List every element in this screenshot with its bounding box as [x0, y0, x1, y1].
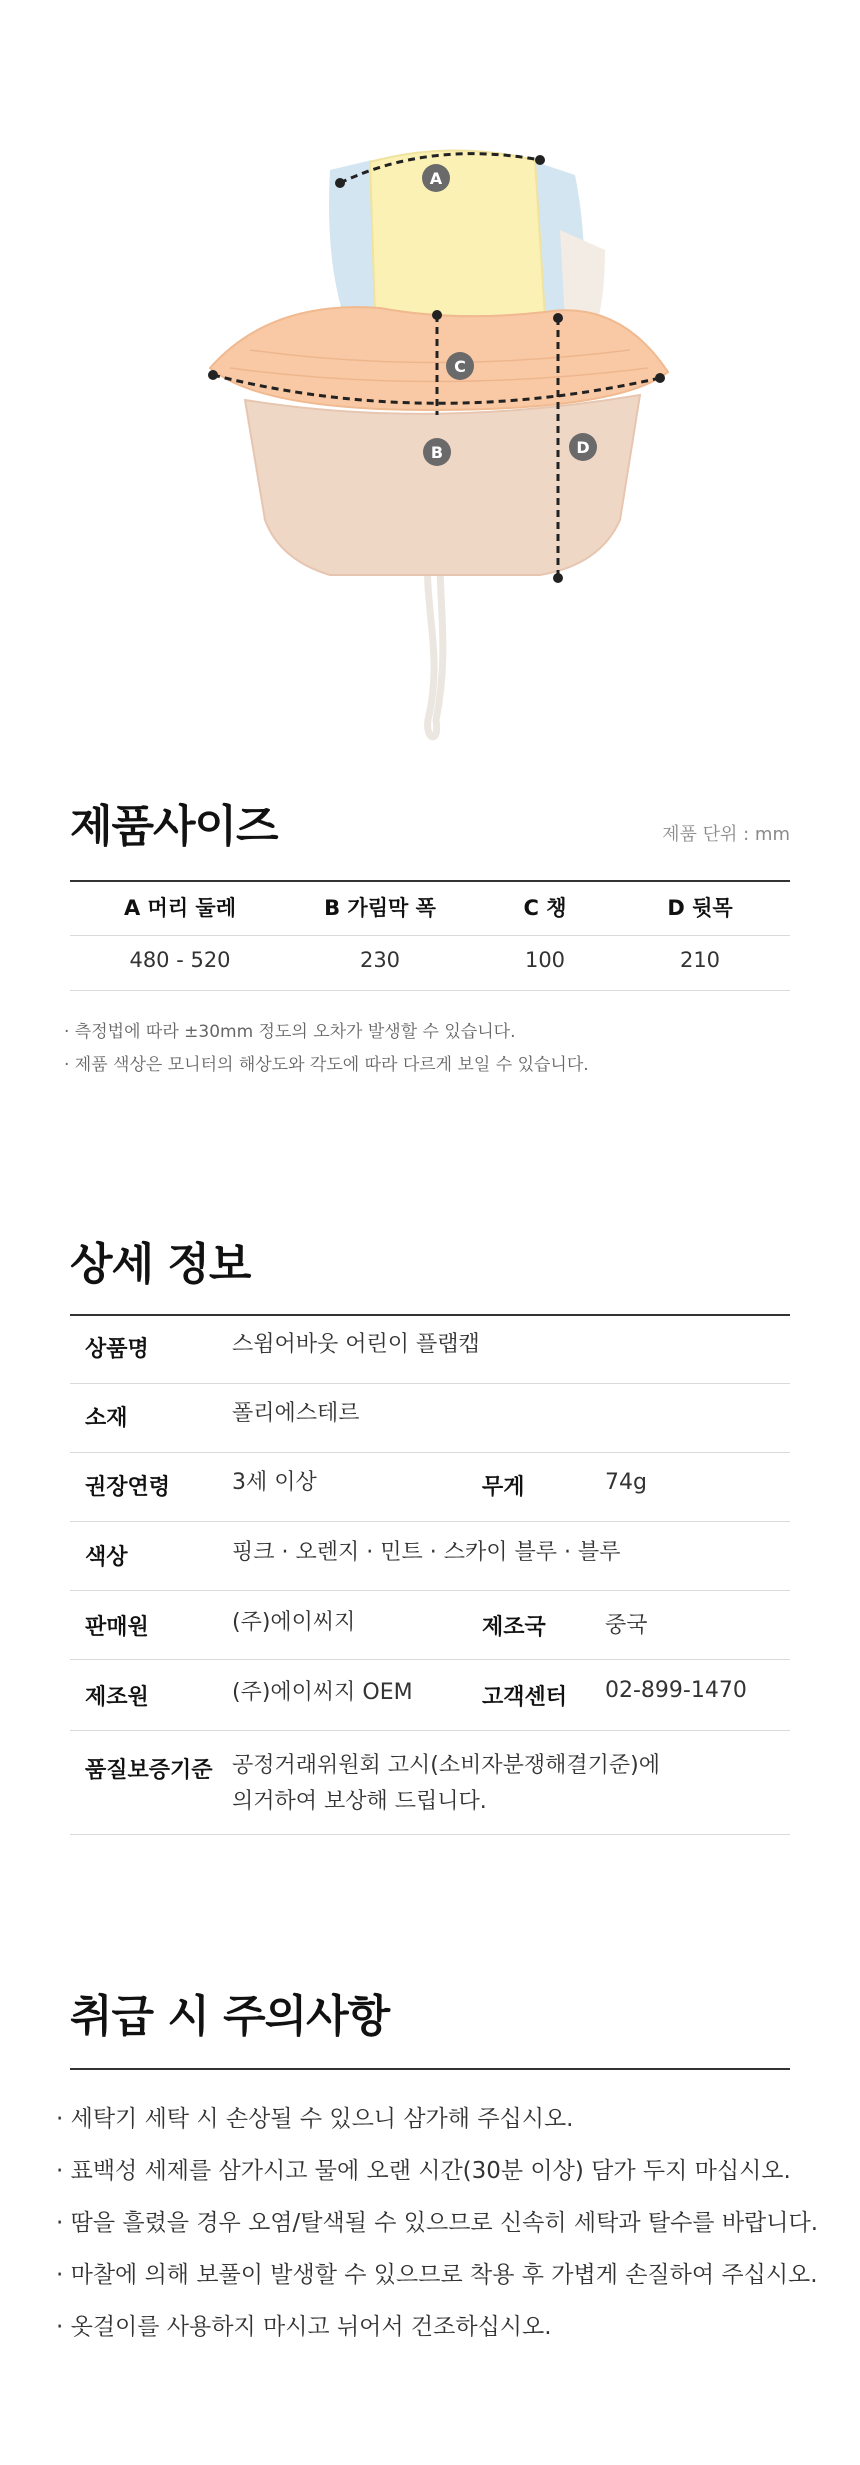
size-table-top-rule	[70, 880, 790, 882]
marker-d	[569, 433, 597, 461]
detail-label-country: 제조국	[482, 1615, 546, 1640]
detail-label-support: 고객센터	[482, 1685, 568, 1710]
svg-text:B: B	[430, 443, 444, 462]
size-note-2: · 제품 색상은 모니터의 해상도와 각도에 따라 다르게 보일 수 있습니다.	[64, 1055, 589, 1075]
size-header-a: A 머리 둘레	[123, 896, 237, 920]
detail-label-product: 상품명	[85, 1337, 149, 1362]
size-value-a: 480 - 520	[129, 948, 231, 972]
size-value-c: 100	[524, 948, 566, 972]
marker-c	[446, 352, 474, 380]
detail-value-age: 3세 이상	[232, 1470, 317, 1495]
size-value-d: 210	[679, 948, 721, 972]
neck-flap	[245, 395, 640, 575]
detail-section-title: 상세 정보	[70, 1239, 251, 1290]
marker-a	[422, 164, 450, 192]
detail-value-support: 02-899-1470	[605, 1678, 747, 1703]
marker-b	[423, 438, 451, 466]
care-item: · 마찰에 의해 보풀이 발생할 수 있으므로 착용 후 가볍게 손질하여 주십시오.	[56, 2262, 818, 2288]
detail-label-maker: 제조원	[85, 1685, 149, 1710]
detail-value-seller: (주)에이씨지	[232, 1610, 356, 1635]
detail-value-warranty-line2: 의거하여 보상해 드립니다.	[232, 1789, 487, 1814]
detail-value-product: 스윔어바웃 어린이 플랩캡	[232, 1332, 480, 1357]
detail-value-country: 중국	[605, 1613, 648, 1638]
care-item: · 세탁기 세탁 시 손상될 수 있으니 삼가해 주십시오.	[56, 2106, 574, 2132]
hat-illustration	[0, 0, 860, 780]
svg-text:D: D	[576, 438, 590, 457]
size-table-mid-rule	[70, 935, 790, 936]
svg-text:A: A	[429, 169, 443, 188]
size-header-b: B 가림막 폭	[324, 896, 436, 920]
detail-table-top-rule	[70, 1314, 790, 1316]
size-header-c: C 챙	[523, 896, 567, 920]
detail-value-color: 핑크 · 오렌지 · 민트 · 스카이 블루 · 블루	[232, 1540, 621, 1565]
brim	[210, 307, 668, 410]
size-header-d: D 뒷목	[667, 896, 733, 920]
detail-value-maker: (주)에이씨지 OEM	[232, 1680, 413, 1705]
size-value-b: 230	[359, 948, 401, 972]
size-table-bottom-rule	[70, 990, 790, 991]
size-note-1: · 측정법에 따라 ±30mm 정도의 오차가 발생할 수 있습니다.	[64, 1022, 516, 1042]
care-section-title: 취급 시 주의사항	[70, 1991, 390, 2042]
care-item: · 땀을 흘렸을 경우 오염/탈색될 수 있으므로 신속히 세탁과 탈수를 바랍니다.	[56, 2210, 819, 2236]
hat-diagram	[0, 0, 860, 780]
svg-text:C: C	[454, 357, 466, 376]
care-top-rule	[70, 2068, 790, 2070]
detail-value-material: 폴리에스테르	[232, 1401, 360, 1426]
detail-value-warranty-line1: 공정거래위원회 고시(소비자분쟁해결기준)에	[232, 1753, 660, 1778]
size-section-title: 제품사이즈	[70, 801, 278, 852]
detail-label-age: 권장연령	[85, 1475, 171, 1500]
detail-label-color: 색상	[85, 1545, 128, 1570]
detail-label-material: 소재	[85, 1406, 128, 1431]
crown	[370, 150, 545, 323]
care-item: · 표백성 세제를 삼가시고 물에 오랜 시간(30분 이상) 담가 두지 마십시오.	[56, 2158, 791, 2184]
detail-label-warranty: 품질보증기준	[85, 1758, 213, 1783]
detail-value-weight: 74g	[605, 1470, 647, 1495]
detail-label-weight: 무게	[482, 1475, 525, 1500]
detail-label-seller: 판매원	[85, 1615, 149, 1640]
care-item: · 옷걸이를 사용하지 마시고 뉘어서 건조하십시오.	[56, 2314, 552, 2340]
unit-note: 제품 단위 : mm	[662, 824, 790, 845]
